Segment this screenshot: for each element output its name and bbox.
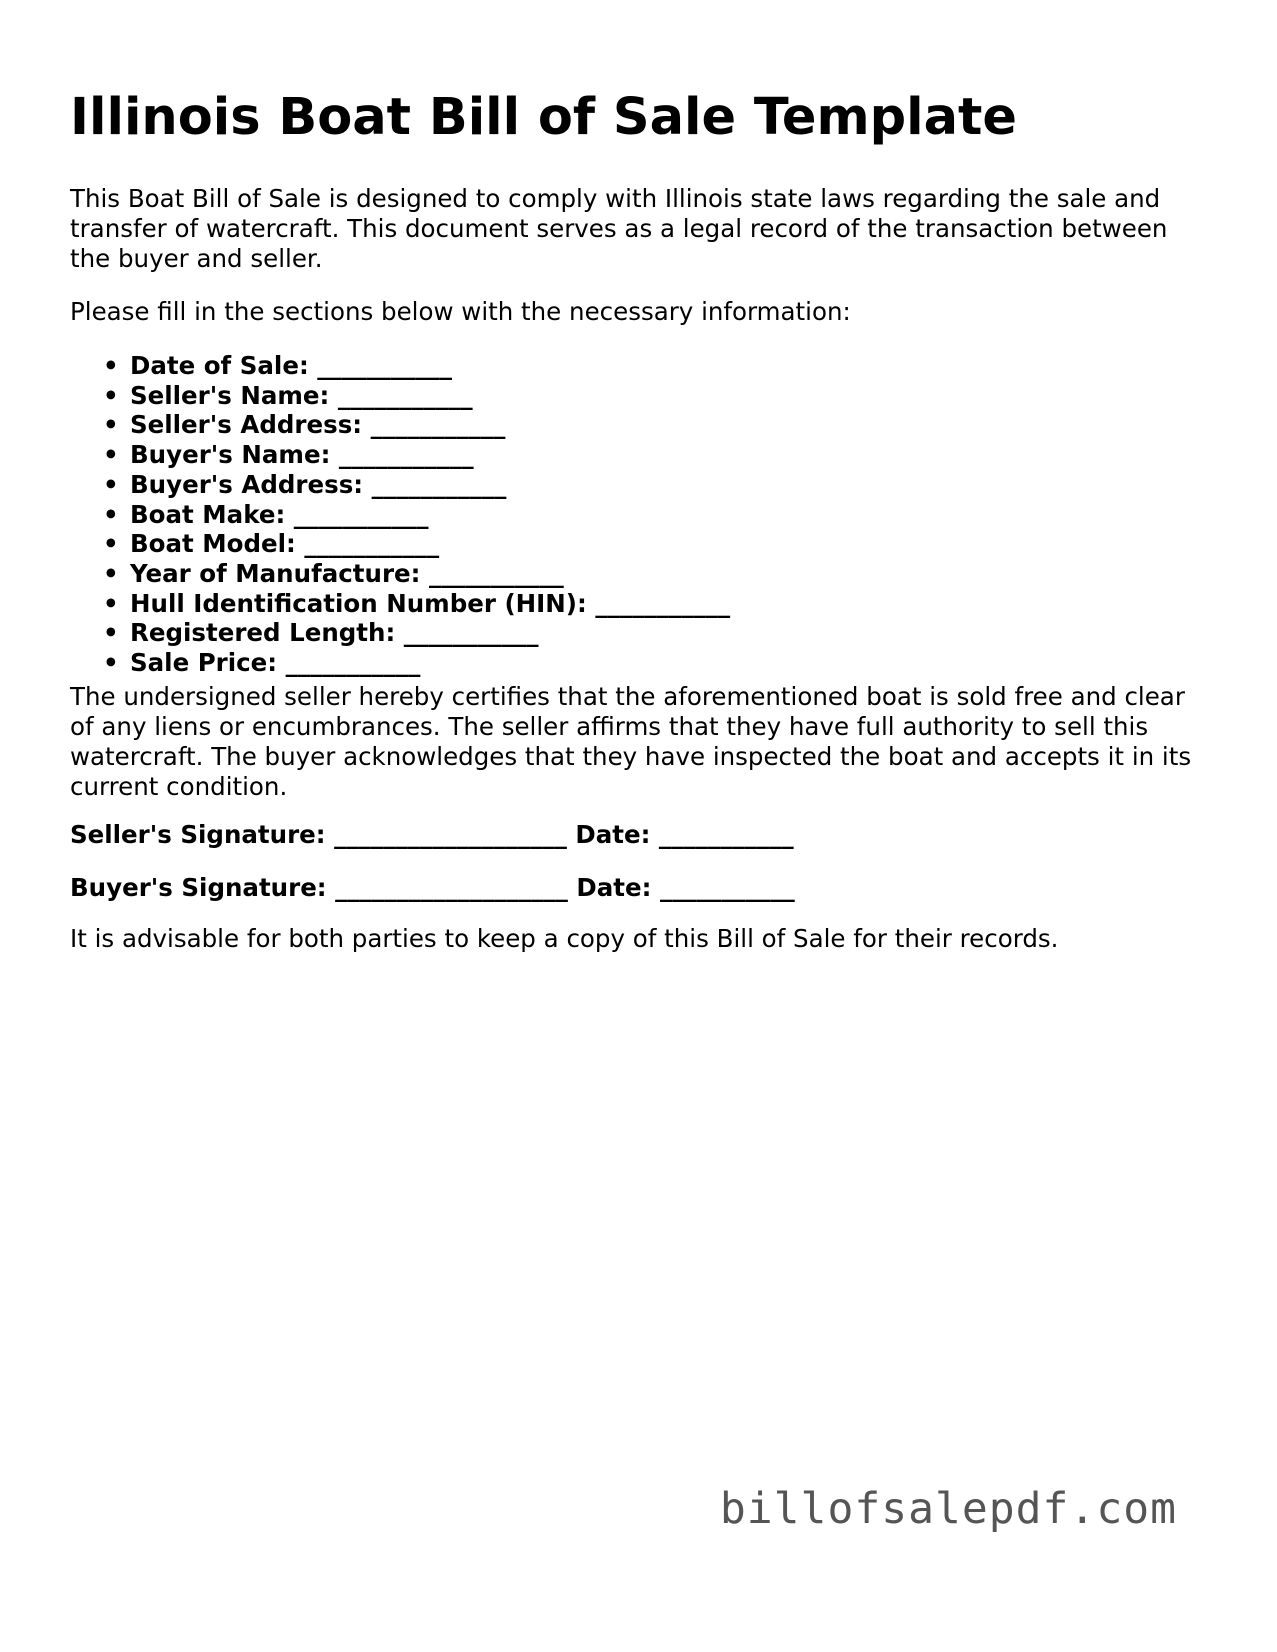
page-title: Illinois Boat Bill of Sale Template [70, 88, 1017, 147]
field-sellers-address [103, 410, 730, 440]
field-list [70, 351, 730, 678]
field-label: Buyer's Address: [130, 469, 364, 499]
blank-line[interactable]: ___________ [428, 558, 564, 588]
bullet-icon: • [103, 440, 119, 470]
bullet-icon: • [103, 499, 119, 529]
blank-line[interactable]: ___________ [304, 529, 440, 559]
watermark: billofsalepdf.com [719, 1484, 1177, 1534]
seller-signature-blank[interactable]: ___________________ [334, 820, 567, 849]
blank-line[interactable]: ___________ [403, 618, 539, 648]
buyer-signature-line [70, 873, 795, 903]
bullet-icon: • [103, 558, 119, 588]
field-label: Boat Make: [130, 499, 286, 529]
blank-line[interactable]: ___________ [595, 588, 731, 618]
bullet-icon: • [103, 648, 119, 678]
field-year-of-manufacture [103, 558, 730, 589]
field-label: Year of Manufacture: [130, 558, 421, 588]
buyer-date-blank[interactable]: ___________ [659, 873, 795, 902]
bullet-icon: • [103, 380, 119, 410]
field-label: Buyer's Name: [130, 440, 331, 470]
certification-paragraph: The undersigned seller hereby certifies that the aforementioned boat is sold free and clear of any liens or encumbrances. The seller affirms that they have full authority to sell this watercraft. The buyer acknowledges that they have inspected the boat and accepts it in its current condition. [70, 682, 1192, 801]
bullet-icon: • [103, 410, 119, 440]
blank-line[interactable]: ___________ [317, 351, 453, 380]
blank-line[interactable]: ___________ [338, 440, 474, 470]
bullet-icon: • [103, 618, 119, 648]
bullet-icon: • [103, 351, 119, 380]
field-registered-length [103, 618, 730, 648]
bullet-icon: • [103, 588, 119, 618]
bullet-icon: • [103, 529, 119, 559]
seller-date-label: Date: [575, 820, 651, 849]
instructions-paragraph: Please fill in the sections below with the necessary information: [70, 297, 851, 326]
buyer-date-label: Date: [576, 873, 652, 902]
field-label: Seller's Name: [130, 380, 330, 410]
intro-paragraph: This Boat Bill of Sale is designed to comply with Illinois state laws regarding the sale and transfer of watercraft. This document serves as a legal record of the transaction between the buyer and seller. [70, 184, 1168, 273]
bullet-icon: • [103, 469, 119, 499]
blank-line[interactable]: ___________ [285, 648, 421, 678]
seller-signature-line [70, 820, 794, 850]
field-sellers-name [103, 380, 730, 411]
field-hin [103, 588, 731, 619]
field-label: Date of Sale: [130, 351, 309, 380]
field-label: Sale Price: [130, 648, 278, 678]
blank-line[interactable]: ___________ [337, 380, 473, 410]
field-label: Boat Model: [130, 529, 296, 559]
field-boat-make [103, 499, 730, 530]
buyer-signature-label: Buyer's Signature: [70, 873, 327, 902]
field-label: Registered Length: [130, 618, 396, 648]
advice-paragraph: It is advisable for both parties to keep a copy of this Bill of Sale for their records. [70, 924, 1059, 953]
field-date-of-sale [103, 351, 730, 381]
blank-line[interactable]: ___________ [370, 410, 506, 440]
field-sale-price [103, 648, 730, 678]
field-buyers-name [103, 440, 730, 470]
seller-signature-label: Seller's Signature: [70, 820, 326, 849]
field-label: Seller's Address: [130, 410, 363, 440]
blank-line[interactable]: ___________ [293, 499, 429, 529]
buyer-signature-blank[interactable]: ___________________ [335, 873, 568, 902]
blank-line[interactable]: ___________ [371, 469, 507, 499]
field-label: Hull Identification Number (HIN): [130, 588, 587, 618]
field-buyers-address [103, 469, 730, 500]
field-boat-model [103, 529, 730, 559]
seller-date-blank[interactable]: ___________ [658, 820, 794, 849]
